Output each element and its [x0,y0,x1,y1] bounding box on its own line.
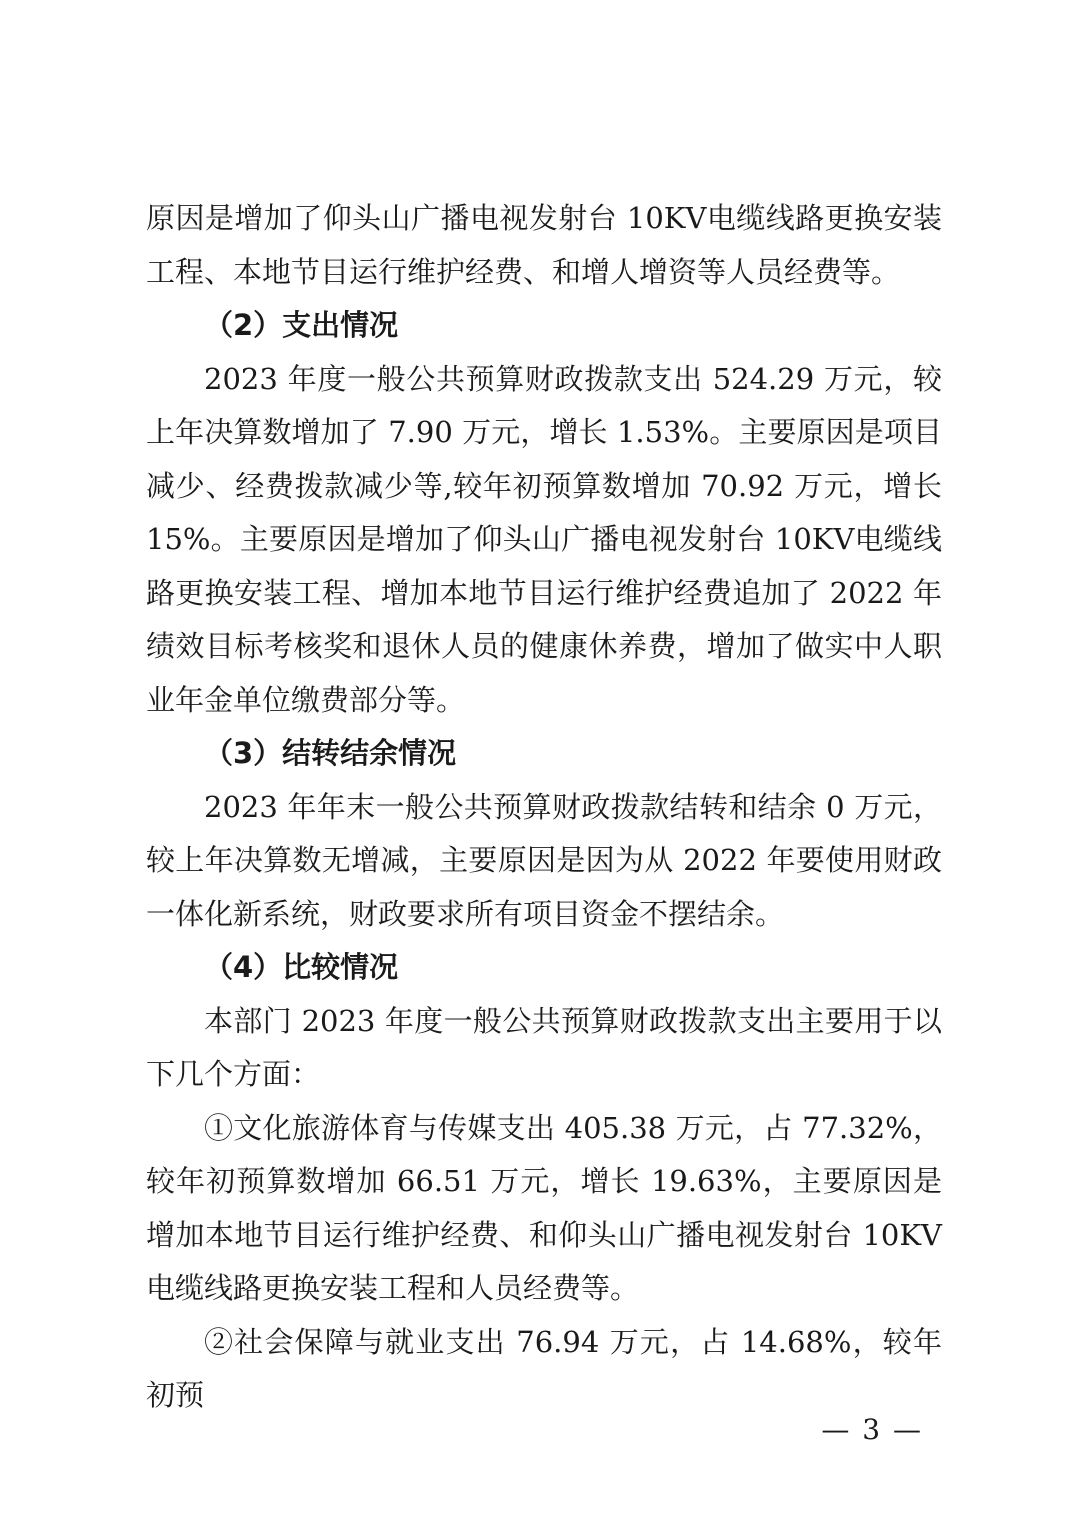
page-number: — 3 — [821,1413,923,1446]
heading-comparison: （4）比较情况 [204,950,399,984]
paragraph-item-social-security: ②社会保障与就业支出 76.94 万元，占 14.68%，较年初预 [146,1324,942,1412]
heading-expenditure: （2）支出情况 [204,308,399,342]
heading-carryover: （3）结转结余情况 [204,736,457,770]
paragraph-comparison-intro: 本部门 2023 年度一般公共预算财政拨款支出主要用于以下几个方面： [146,1003,942,1091]
paragraph-continuation: 原因是增加了仰头山广播电视发射台 10KV电缆线路更换安装工程、本地节目运行维护经费、和增人增资等人员经费等。 [146,201,942,289]
document-body [146,192,942,1423]
paragraph-expenditure: 2023 年度一般公共预算财政拨款支出 524.29 万元，较上年决算数增加了 7.90 万元，增长 1.53%。主要原因是项目减少、经费拨款减少等,较年初预算数增加 70.92 万元，增长 15%。主要原因是增加了仰头山广播电视发射台 10KV电缆线路更换安装工程、增加本地节目运行维护经费追加了 2022 年绩效目标考核奖和退休人员的健康休养费，增加了做实中人职业年金单位缴费部分等。 [146,361,942,717]
paragraph-carryover: 2023 年年末一般公共预算财政拨款结转和结余 0 万元，较上年决算数无增减，主要原因是因为从 2022 年要使用财政一体化新系统，财政要求所有项目资金不摆结余。 [146,789,942,931]
paragraph-item-culture: ①文化旅游体育与传媒支出 405.38 万元，占 77.32%，较年初预算数增加 66.51 万元，增长 19.63%，主要原因是增加本地节目运行维护经费、和仰头山广播电视发射台 10KV 电缆线路更换安装工程和人员经费等。 [146,1110,942,1305]
